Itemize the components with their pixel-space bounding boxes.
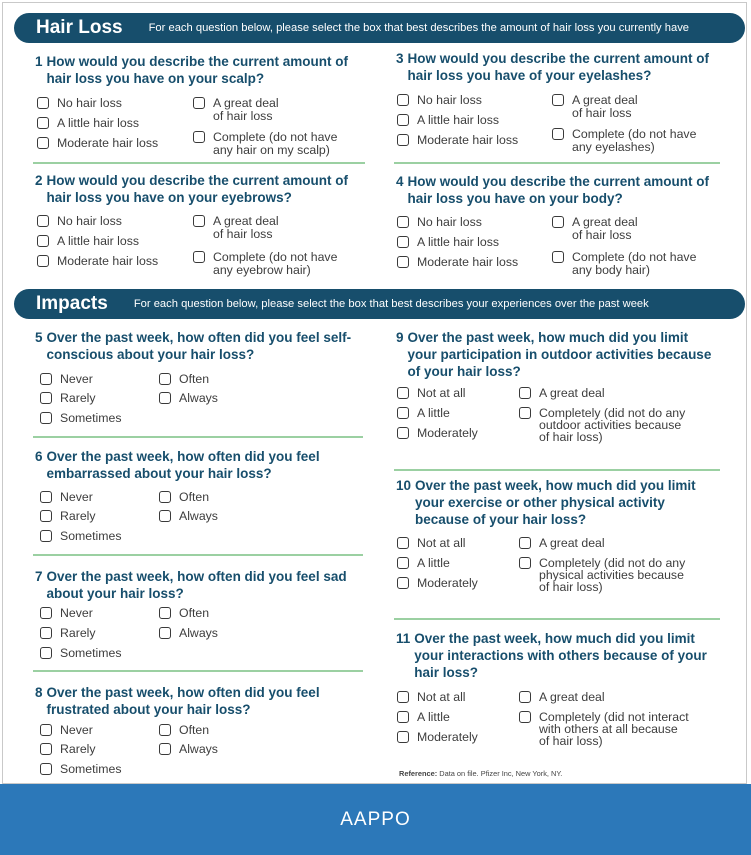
question-11 (396, 630, 721, 681)
divider (394, 162, 720, 164)
question-4 (396, 173, 726, 207)
question-number: 4 (396, 174, 404, 189)
divider (33, 162, 365, 164)
q9-option-a-little[interactable]: A little (397, 407, 450, 420)
checkbox[interactable] (40, 724, 52, 736)
q2-option-moderate[interactable]: Moderate hair loss (37, 255, 158, 268)
q7-option-sometimes[interactable]: Sometimes (40, 647, 122, 660)
checkbox[interactable] (519, 557, 531, 569)
q11-option-completely[interactable]: Completely (did not interact with others at all because of hair loss) (519, 711, 689, 747)
impacts-instruction: For each question below, please select the box that best describes your experiences over the past week (133, 298, 649, 310)
checkbox[interactable] (397, 537, 409, 549)
footer-label: AAPPO (340, 808, 411, 830)
checkbox[interactable] (397, 427, 409, 439)
checkbox[interactable] (40, 392, 52, 404)
checkbox[interactable] (37, 255, 49, 267)
checkbox[interactable] (159, 392, 171, 404)
q6-option-never[interactable]: Never (40, 491, 93, 504)
q11-option-not-at-all[interactable]: Not at all (397, 691, 466, 704)
q1-option-great-deal[interactable]: A great deal of hair loss (193, 97, 279, 122)
question-text: Over the past week, how often did you feel frustrated about your hair loss? (46, 685, 320, 717)
checkbox[interactable] (193, 215, 205, 227)
q6-option-often[interactable]: Often (159, 491, 209, 504)
checkbox[interactable] (40, 743, 52, 755)
checkbox[interactable] (397, 114, 409, 126)
checkbox[interactable] (397, 577, 409, 589)
q9-option-moderately[interactable]: Moderately (397, 427, 478, 440)
questionnaire-page (2, 2, 747, 784)
q1-option-complete[interactable]: Complete (do not have any hair on my scalp) (193, 131, 337, 156)
question-6 (35, 448, 355, 482)
q4-option-moderate[interactable]: Moderate hair loss (397, 256, 518, 269)
q3-option-moderate[interactable]: Moderate hair loss (397, 134, 518, 147)
impacts-section-header (14, 289, 745, 319)
question-1 (35, 53, 355, 87)
question-text: How would you describe the current amount of hair loss you have on your scalp? (46, 54, 349, 86)
q3-option-a-little[interactable]: A little hair loss (397, 114, 499, 127)
checkbox[interactable] (397, 387, 409, 399)
checkbox[interactable] (37, 117, 49, 129)
divider (33, 670, 363, 672)
checkbox[interactable] (519, 387, 531, 399)
checkbox[interactable] (37, 235, 49, 247)
q8-option-sometimes[interactable]: Sometimes (40, 763, 122, 776)
question-7 (35, 568, 355, 602)
checkbox[interactable] (552, 251, 564, 263)
checkbox[interactable] (40, 763, 52, 775)
question-text: Over the past week, how often did you feel sad about your hair loss? (46, 569, 347, 601)
q8-option-rarely[interactable]: Rarely (40, 743, 96, 756)
question-number: 9 (396, 330, 404, 345)
q3-option-no-hair-loss[interactable]: No hair loss (397, 94, 482, 107)
checkbox[interactable] (159, 607, 171, 619)
reference-text: Data on file. Pfizer Inc, New York, NY. (439, 769, 563, 778)
q4-option-complete[interactable]: Complete (do not have any body hair) (552, 251, 696, 276)
reference-label: Reference: (399, 769, 438, 778)
q1-option-a-little[interactable]: A little hair loss (37, 117, 139, 130)
q9-option-great-deal[interactable]: A great deal (519, 387, 605, 400)
checkbox[interactable] (397, 256, 409, 268)
checkbox[interactable] (397, 216, 409, 228)
checkbox[interactable] (37, 97, 49, 109)
checkbox[interactable] (159, 491, 171, 503)
q4-option-great-deal[interactable]: A great deal of hair loss (552, 216, 638, 241)
checkbox[interactable] (193, 131, 205, 143)
q2-option-great-deal[interactable]: A great deal of hair loss (193, 215, 279, 240)
checkbox[interactable] (519, 691, 531, 703)
checkbox[interactable] (37, 215, 49, 227)
hair-loss-instruction: For each question below, please select the box that best describes the amount of hair loss you currently have (148, 22, 690, 34)
hair-loss-title: Hair Loss (36, 17, 123, 38)
checkbox[interactable] (40, 510, 52, 522)
checkbox[interactable] (193, 251, 205, 263)
divider (394, 618, 720, 620)
checkbox[interactable] (159, 510, 171, 522)
q7-option-often[interactable]: Often (159, 607, 209, 620)
impacts-title: Impacts (36, 293, 108, 314)
q4-option-a-little[interactable]: A little hair loss (397, 236, 499, 249)
checkbox[interactable] (552, 216, 564, 228)
question-number: 2 (35, 173, 43, 188)
q8-option-always[interactable]: Always (159, 743, 218, 756)
q10-option-completely[interactable]: Completely (did not do any physical activities because of hair loss) (519, 557, 685, 593)
q2-option-a-little[interactable]: A little hair loss (37, 235, 139, 248)
question-number: 6 (35, 449, 43, 464)
q2-option-complete[interactable]: Complete (do not have any eyebrow hair) (193, 251, 337, 276)
q11-option-great-deal[interactable]: A great deal (519, 691, 605, 704)
question-text: Over the past week, how much did you limit your exercise or other physical activity because of your hair loss? (415, 478, 696, 527)
q6-option-always[interactable]: Always (159, 510, 218, 523)
q7-option-rarely[interactable]: Rarely (40, 627, 96, 640)
checkbox[interactable] (40, 373, 52, 385)
q8-option-often[interactable]: Often (159, 724, 209, 737)
question-number: 5 (35, 330, 43, 345)
q1-option-no-hair-loss[interactable]: No hair loss (37, 97, 122, 110)
q3-option-complete[interactable]: Complete (do not have any eyelashes) (552, 128, 696, 153)
checkbox[interactable] (40, 647, 52, 659)
checkbox[interactable] (552, 128, 564, 140)
checkbox[interactable] (159, 724, 171, 736)
reference-note (399, 769, 562, 778)
checkbox[interactable] (519, 711, 531, 723)
question-text: How would you describe the current amount of hair loss you have on your eyebrows? (46, 173, 349, 205)
question-text: How would you describe the current amount of hair loss you have of your eyelashes? (407, 51, 710, 83)
checkbox[interactable] (40, 412, 52, 424)
q9-option-completely[interactable]: Completely (did not do any outdoor activities because of hair loss) (519, 407, 685, 443)
q5-option-rarely[interactable]: Rarely (40, 392, 96, 405)
checkbox[interactable] (519, 407, 531, 419)
q5-option-sometimes[interactable]: Sometimes (40, 412, 122, 425)
question-number: 8 (35, 685, 43, 700)
checkbox[interactable] (397, 711, 409, 723)
checkbox[interactable] (40, 607, 52, 619)
hair-loss-section-header (14, 13, 745, 43)
divider (33, 436, 363, 438)
question-5 (35, 329, 355, 363)
q6-option-sometimes[interactable]: Sometimes (40, 530, 122, 543)
q11-option-a-little[interactable]: A little (397, 711, 450, 724)
question-number: 7 (35, 569, 43, 584)
question-number: 10 (396, 478, 412, 493)
q5-option-never[interactable]: Never (40, 373, 93, 386)
footer-bar (0, 784, 751, 855)
question-text: Over the past week, how much did you limit your interactions with others because of your hair loss? (414, 631, 707, 680)
q11-option-moderately[interactable]: Moderately (397, 731, 478, 744)
checkbox[interactable] (37, 137, 49, 149)
question-3 (396, 50, 726, 84)
checkbox[interactable] (552, 94, 564, 106)
q5-option-often[interactable]: Often (159, 373, 209, 386)
question-text: Over the past week, how often did you feel self-conscious about your hair loss? (46, 330, 352, 362)
checkbox[interactable] (397, 94, 409, 106)
q10-option-great-deal[interactable]: A great deal (519, 537, 605, 550)
q10-option-a-little[interactable]: A little (397, 557, 450, 570)
divider (394, 469, 720, 471)
q3-option-great-deal[interactable]: A great deal of hair loss (552, 94, 638, 119)
checkbox[interactable] (397, 407, 409, 419)
question-text: Over the past week, how often did you feel embarrassed about your hair loss? (46, 449, 320, 481)
checkbox[interactable] (397, 691, 409, 703)
q5-option-always[interactable]: Always (159, 392, 218, 405)
checkbox[interactable] (40, 530, 52, 542)
question-10 (396, 477, 716, 528)
checkbox[interactable] (397, 134, 409, 146)
q10-option-not-at-all[interactable]: Not at all (397, 537, 466, 550)
q7-option-never[interactable]: Never (40, 607, 93, 620)
checkbox[interactable] (159, 373, 171, 385)
q9-option-not-at-all[interactable]: Not at all (397, 387, 466, 400)
q8-option-never[interactable]: Never (40, 724, 93, 737)
divider (33, 554, 363, 556)
checkbox[interactable] (519, 537, 531, 549)
q6-option-rarely[interactable]: Rarely (40, 510, 96, 523)
checkbox[interactable] (159, 743, 171, 755)
checkbox[interactable] (159, 627, 171, 639)
q4-option-no-hair-loss[interactable]: No hair loss (397, 216, 482, 229)
question-number: 11 (396, 631, 411, 646)
question-8 (35, 684, 355, 718)
q1-option-moderate[interactable]: Moderate hair loss (37, 137, 158, 150)
checkbox[interactable] (397, 236, 409, 248)
question-text: Over the past week, how much did you limit your participation in outdoor activities because of your hair loss? (407, 330, 712, 379)
checkbox[interactable] (40, 627, 52, 639)
checkbox[interactable] (40, 491, 52, 503)
checkbox[interactable] (193, 97, 205, 109)
question-2 (35, 172, 360, 206)
q7-option-always[interactable]: Always (159, 627, 218, 640)
q2-option-no-hair-loss[interactable]: No hair loss (37, 215, 122, 228)
question-number: 1 (35, 54, 43, 69)
question-number: 3 (396, 51, 404, 66)
question-9 (396, 329, 716, 380)
checkbox[interactable] (397, 557, 409, 569)
question-text: How would you describe the current amount of hair loss you have on your body? (407, 174, 710, 206)
q10-option-moderately[interactable]: Moderately (397, 577, 478, 590)
checkbox[interactable] (397, 731, 409, 743)
